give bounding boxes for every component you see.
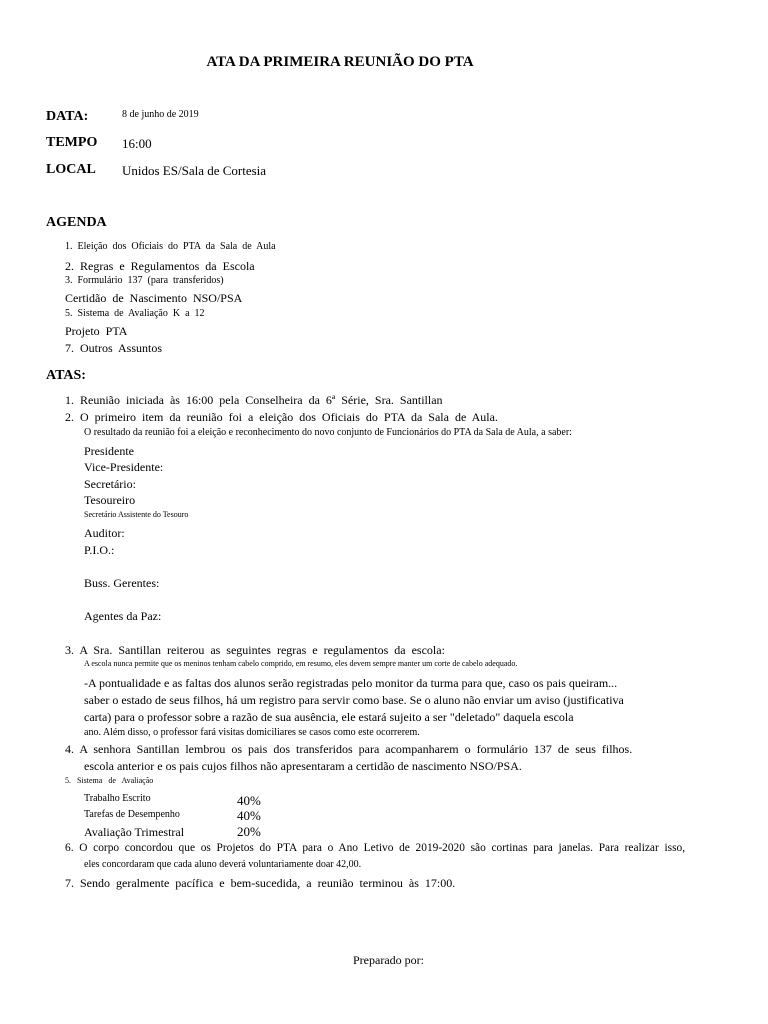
officer-agentes: Agentes da Paz: [84,609,162,623]
location-value: Unidos ES/Sala de Cortesia [122,163,267,178]
atas-item: 2. O primeiro item da reunião foi a eleição dos Oficiais do PTA da Sala de Aula. [65,410,498,424]
officer-secretario: Secretário: [84,477,136,491]
atas-item: 7. Sendo geralmente pacífica e bem-sucedida, a reunião terminou às 17:00. [65,876,456,890]
grading-label: Trabalho Escrito [84,793,151,804]
agenda-item: 1. Eleição dos Oficiais do PTA da Sala de Aula [65,241,276,252]
atas-item-note: eles concordaram que cada aluno deverá voluntariamente doar 42,00. [84,859,362,870]
date-label: DATA: [46,109,89,124]
prepared-by-label: Preparado por: [353,953,424,967]
atas-paragraph: ano. Além disso, o professor fará visitas domiciliares se casos como este ocorrerem. [84,727,420,738]
officer-sec-assist: Secretário Assistente do Tesouro [84,510,189,519]
atas-item-note: escola anterior e os pais cujos filhos não apresentaram a certidão de nascimento NSO/PSA. [84,759,522,773]
atas-paragraph: saber o estado de seus filhos, há um registro para servir como base. Se o aluno não enviar um aviso (justificativa [84,693,624,707]
officer-tesoureiro: Tesoureiro [84,493,136,507]
atas-item: 6. O corpo concordou que os Projetos do PTA para o Ano Letivo de 2019-2020 são cortinas para janelas. Para realizar isso, [65,842,686,854]
atas-heading: ATAS: [46,368,86,383]
atas-item: 4. A senhora Santillan lembrou os pais dos transferidos para acompanharem o formulário 137 de seus filhos. [65,742,633,756]
grading-value: 40% [237,793,261,808]
atas-item: 1. Reunião iniciada às 16:00 pela Conselheira da 6ª Série, Sra. Santillan [65,393,443,407]
date-value: 8 de junho de 2019 [122,109,199,120]
agenda-item: Certidão de Nascimento NSO/PSA [65,291,243,305]
agenda-heading: AGENDA [46,215,107,230]
officer-presidente: Presidente [84,444,134,458]
atas-item: 3. A Sra. Santillan reiterou as seguintes regras e regulamentos da escola: [65,643,445,657]
agenda-item: 5. Sistema de Avaliação K a 12 [65,308,205,319]
agenda-item: Projeto PTA [65,324,128,338]
document-title: ATA DA PRIMEIRA REUNIÃO DO PTA [206,54,474,70]
agenda-item: 7. Outros Assuntos [65,341,163,355]
grading-value: 20% [237,824,261,839]
location-label: LOCAL [46,162,96,177]
officer-auditor: Auditor: [84,526,125,540]
atas-paragraph: -A pontualidade e as faltas dos alunos serão registradas pelo monitor da turma para que, caso os pais queiram... [84,676,618,690]
officer-vice: Vice-Presidente: [84,460,164,474]
time-label: TEMPO [46,135,98,150]
time-value: 16:00 [122,136,152,151]
atas-item: 5. Sistema de Avaliação [65,776,154,785]
agenda-item: 2. Regras e Regulamentos da Escola [65,259,255,273]
agenda-item: 3. Formulário 137 (para transferidos) [65,275,224,286]
atas-item-note: A escola nunca permite que os meninos tenham cabelo comprido, em resumo, eles devem sempre manter um corte de cabelo adequado. [84,659,518,668]
officer-pio: P.I.O.: [84,543,115,557]
atas-item-note: O resultado da reunião foi a eleição e reconhecimento do novo conjunto de Funcionários do PTA da Sala de Aula, a saber: [84,427,572,438]
atas-paragraph: carta) para o professor sobre a razão de sua ausência, ele estará sujeito a ser "deletado" daquela escola [84,710,574,724]
grading-label: Avaliação Trimestral [84,825,185,839]
grading-value: 40% [237,808,261,823]
grading-label: Tarefas de Desempenho [84,809,180,820]
officer-buss: Buss. Gerentes: [84,576,160,590]
